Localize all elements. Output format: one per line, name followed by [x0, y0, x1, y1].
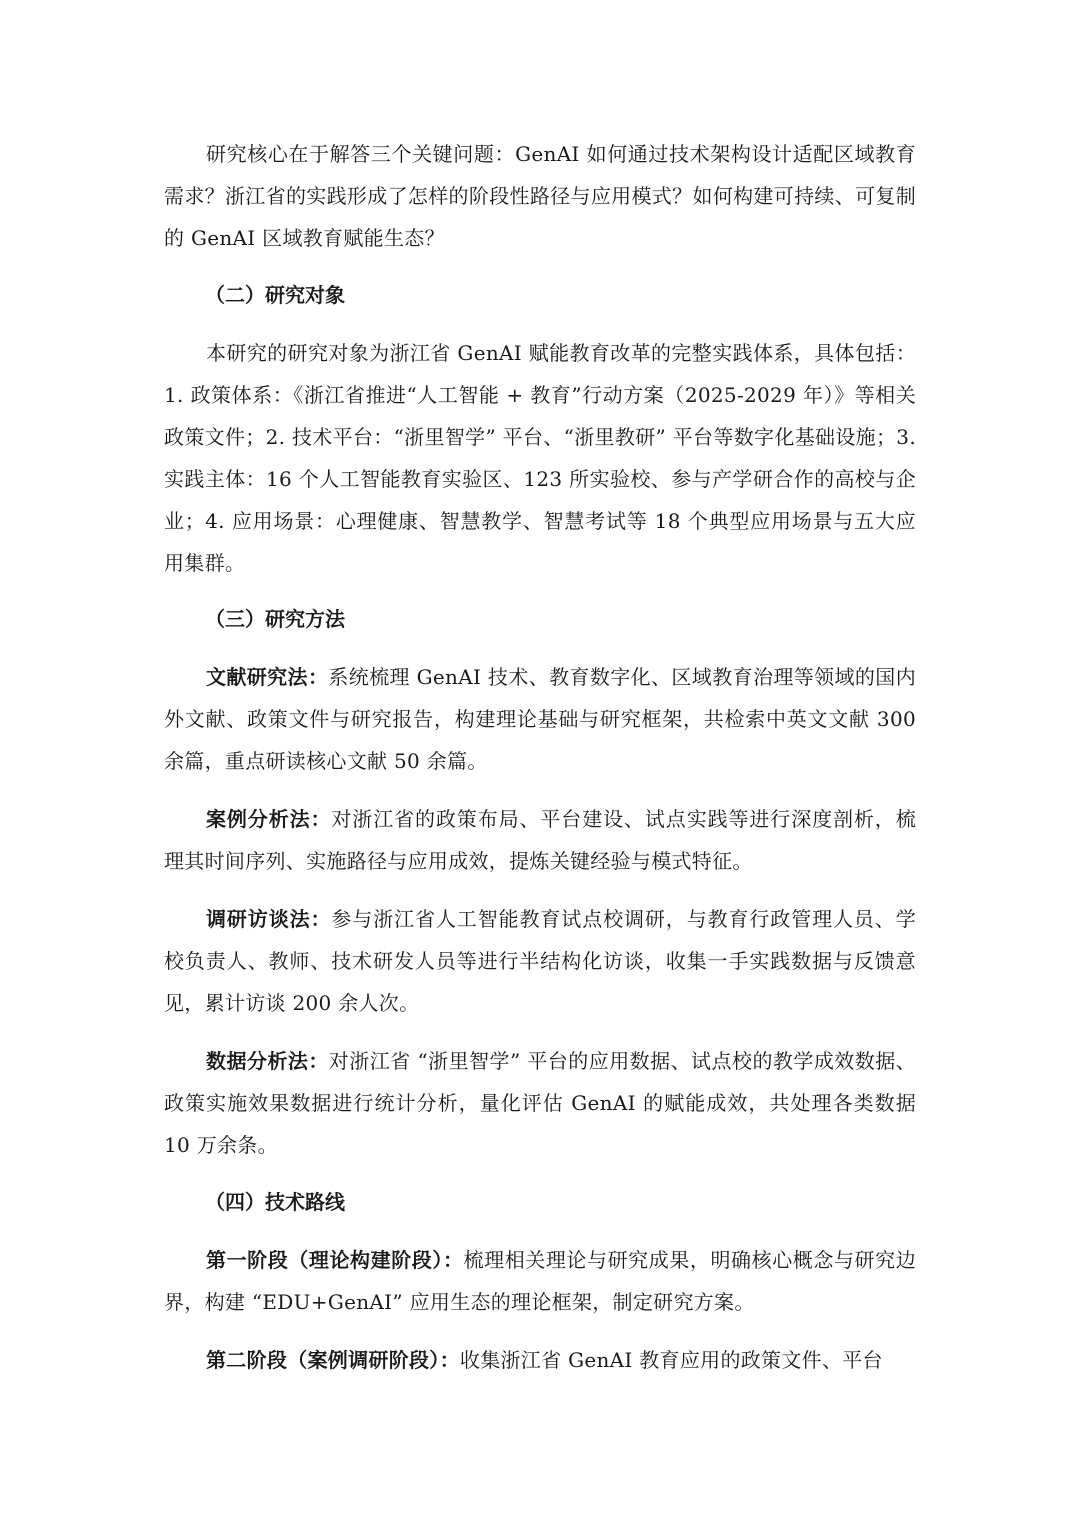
method-data-label: 数据分析法：: [206, 1049, 329, 1073]
heading-research-method: （三）研究方法: [205, 607, 345, 631]
method-literature-label: 文献研究法：: [206, 665, 329, 689]
method-case-text: 对浙江省的政策布局、平台建设、试点实践等进行深度剖析，梳理其时间序列、实施路径与应用成效，提炼关键经验与模式特征。: [164, 807, 916, 873]
paragraph-stage-two: [164, 1339, 916, 1381]
method-literature-text: 系统梳理 GenAI 技术、教育数字化、区域教育治理等领域的国内外文献、政策文件与研究报告，构建理论基础与研究框架，共检索中英文文献 300 余篇，重点研读核心文献 50 余篇。: [164, 665, 916, 773]
paragraph-method-data: [164, 1040, 916, 1166]
paragraph-method-case: [164, 798, 916, 882]
paragraph-research-object: 本研究的研究对象为浙江省 GenAI 赋能教育改革的完整实践体系，具体包括：1. 政策体系：《浙江省推进“人工智能 + 教育”行动方案（2025-2029 年）》等相关政策文件；2. 技术平台：“浙里智学” 平台、“浙里教研” 平台等数字化基础设施；3. 实践主体：16 个人工智能教育实验区、123 所实验校、参与产学研合作的高校与企业；4. 应用场景：心理健康、智慧教学、智慧考试等 18 个典型应用场景与五大应用集群。: [164, 341, 916, 575]
paragraph-stage-one: [164, 1239, 916, 1323]
method-interview-text: 参与浙江省人工智能教育试点校调研，与教育行政管理人员、学校负责人、教师、技术研发人员等进行半结构化访谈，收集一手实践数据与反馈意见，累计访谈 200 余人次。: [164, 907, 916, 1015]
heading-research-object: （二）研究对象: [205, 283, 345, 307]
paragraph-method-interview: [164, 898, 916, 1024]
heading-technical-route: （四）技术路线: [205, 1190, 345, 1214]
method-data-text: 对浙江省 “浙里智学” 平台的应用数据、试点校的教学成效数据、政策实施效果数据进行统计分析，量化评估 GenAI 的赋能成效，共处理各类数据 10 万余条。: [164, 1049, 916, 1157]
stage-one-text: 梳理相关理论与研究成果，明确核心概念与研究边界，构建 “EDU+GenAI” 应用生态的理论框架，制定研究方案。: [164, 1248, 916, 1314]
method-case-label: 案例分析法：: [206, 807, 332, 831]
method-interview-label: 调研访谈法：: [206, 907, 332, 931]
paragraph-research-core: 研究核心在于解答三个关键问题：GenAI 如何通过技术架构设计适配区域教育需求？浙江省的实践形成了怎样的阶段性路径与应用模式？如何构建可持续、可复制的 GenAI 区域教育赋能生态？: [164, 142, 916, 250]
stage-two-text: 收集浙江省 GenAI 教育应用的政策文件、平台: [459, 1348, 883, 1372]
stage-two-label: 第二阶段（案例调研阶段）：: [206, 1348, 460, 1372]
paragraph-method-literature: [164, 656, 916, 782]
stage-one-label: 第一阶段（理论构建阶段）：: [206, 1248, 464, 1272]
